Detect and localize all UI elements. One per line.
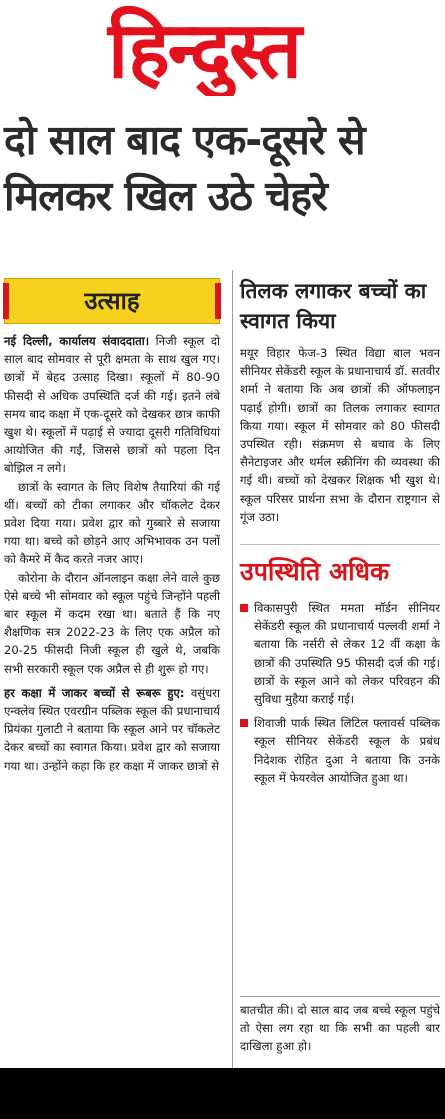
section-banner-label: उत्साह: [84, 286, 140, 315]
continuation-text: बातचीत की। दो साल बाद जब बच्चे स्कूल पहुंचे तो ऐसा लग रहा था कि सभी का पहली बार दाखिला हुआ हो।: [240, 996, 440, 1056]
right-column: [240, 276, 440, 793]
bullet-square-icon: [240, 604, 248, 612]
column-divider: [232, 270, 233, 1070]
paragraph-1-text: निजी स्कूल दो साल बाद सोमवार से पूरी क्षमता के साथ खुल गए। छात्रों में बेहद उत्साह दिखा। स्कूलों में 80-90 फीसदी से अधिक उपस्थिति दर्ज की गई। इतने लंबे समय बाद कक्षा में एक-दूसरे को देखकर छात्र काफी खुश थे। स्कूलों में पढ़ाई से ज्यादा दूसरी गतिविधियां आयोजित की गईं, जिससे छात्रों को पहला दिन बोझिल न लगे।: [4, 334, 220, 476]
right-column-heading: तिलक लगाकर बच्चों का स्वागत किया: [240, 279, 427, 333]
inline-subheading: हर कक्षा में जाकर बच्चों से रूबरू हुए:: [4, 685, 185, 700]
paragraph-1: [4, 332, 220, 478]
section-banner: [4, 278, 220, 324]
right-paragraph-1: मयूर विहार फेज-3 स्थित विद्या बाल भवन सीनियर सेकेंडरी स्कूल के प्रधानाचार्य डॉ. सतवीर शर्मा ने बताया कि अब छात्रों की ऑफलाइन पढ़ाई होगी। छात्रों का तिलक लगाकर स्वागत किया गया। स्कूल में सोमवार को 80 फीसदी उपस्थित रही। संक्रमण से बचाव के लिए सैनेटाइजर और थर्मल स्क्रीनिंग की व्यवस्था की गई थी। बच्चों को देखकर शिक्षक भी खुश थे। स्कूल परिसर प्रार्थना सभा के दौरान राष्ट्रगान से गूंज उठा।: [240, 346, 440, 524]
bottom-black-bar: [0, 1068, 445, 1119]
bullet-square-icon: [240, 719, 248, 727]
bullet-item-2: [240, 714, 440, 787]
dateline: नई दिल्ली, कार्यालय संवाददाता।: [4, 334, 150, 348]
newspaper-masthead: [0, 0, 445, 96]
headline-line-2: मिलकर खिल उठे चेहरे: [4, 172, 327, 220]
bullet-item-1: [240, 599, 440, 708]
subheading-attendance: उपस्थिति अधिक: [240, 544, 440, 589]
paragraph-2: छात्रों के स्वागत के लिए विशेष तैयारियां की गई थीं। बच्चों को टीका लगाकर और चॉकलेट देकर प्रवेश दिया गया। प्रवेश द्वार को गुब्बारे से सजाया गया था। बच्चे को छोड़ने आए अभिभावक उन पलों को कैमरे में कैद करते नजर आए।: [4, 479, 220, 567]
left-column: [4, 276, 220, 775]
bullet-item-2-text: शिवाजी पार्क स्थित लिटिल फ्लावर्स पब्लिक स्कूल सीनियर सेकेंडरी स्कूल के प्रबंध निदेशक रोहित दुआ ने बताया कि उनके स्कूल में फेयरवेल आयोजित हुआ था।: [254, 716, 440, 785]
bullet-item-1-text: विकासपुरी स्थित ममता मॉर्डन सीनियर सेकेंडरी स्कूल की प्रधानाचार्य पल्लवी शर्मा ने बताया कि नर्सरी से लेकर 12 वीं कक्षा के छात्रों की उपस्थिति 95 फीसदी दर्ज की गई। छात्रों के स्कूल आने को लेकर परिवहन की सुविधा मुहैया कराई गई।: [254, 601, 440, 707]
article-headline: [4, 112, 444, 224]
masthead-logo-text: हिन्दुस्त: [108, 5, 300, 96]
paragraph-4-text: वसुंधरा एन्क्लेव स्थित एवरग्रीन पब्लिक स्कूल की प्रधानाचार्य प्रियंका गुलाटी ने बताया कि स्कूल आने पर चॉकलेट देकर बच्चों का स्वागत किया। प्रवेश द्वार को सजाया गया था। उन्होंने कहा कि हर कक्षा में जाकर छात्रों से: [4, 685, 220, 773]
headline-line-1: दो साल बाद एक-दूसरे से: [4, 116, 365, 164]
paragraph-3: कोरोना के दौरान ऑनलाइन कक्षा लेने वाले कुछ ऐसे बच्चे भी सोमवार को स्कूल पहुंचे जिन्होंने पहली बार स्कूल में कदम रखा था। बताते हैं कि नए शैक्षणिक सत्र 2022-23 के लिए एक अप्रैल को 20-25 फीसदी निजी स्कूल ही खुले थे, जबकि सभी सरकारी स्कूल एक अप्रैल से ही शुरू हो गए।: [4, 570, 220, 676]
paragraph-4: [4, 684, 220, 775]
